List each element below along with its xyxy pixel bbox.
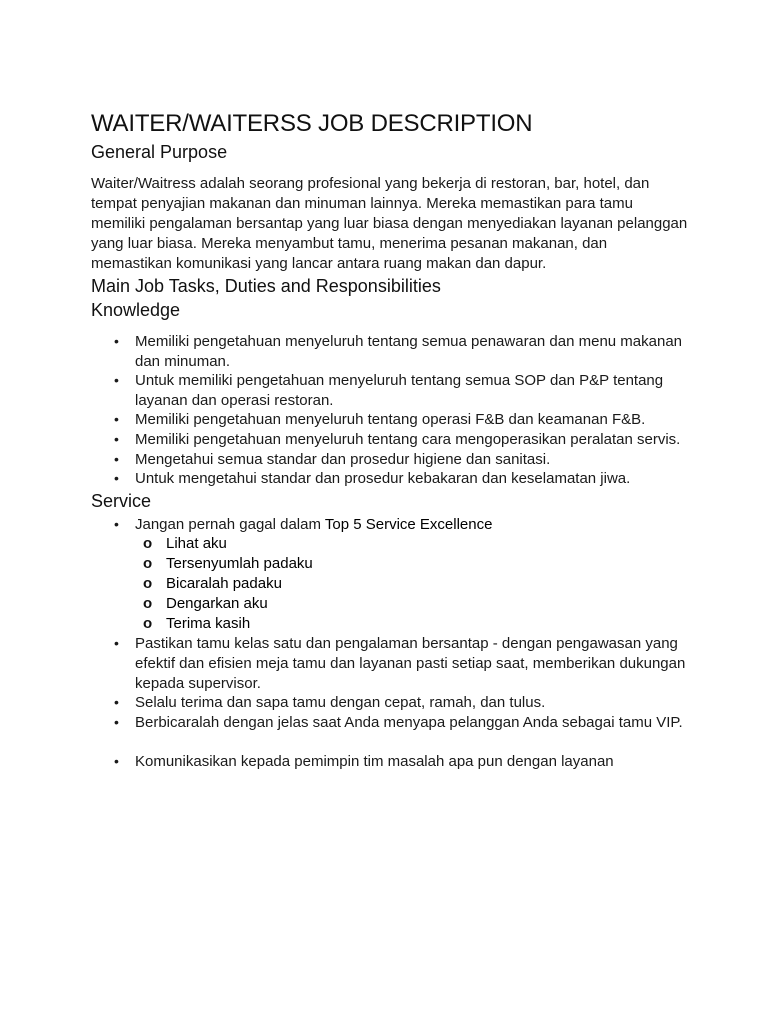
- bullet-icon: •: [114, 713, 119, 730]
- list-item-text: Untuk mengetahui standar dan prosedur kebakaran dan keselamatan jiwa.: [135, 470, 631, 488]
- knowledge-list: [91, 332, 691, 489]
- sub-list-item: [135, 574, 691, 594]
- list-item: [91, 515, 691, 635]
- list-item-text: Untuk memiliki pengetahuan menyeluruh tentang semua SOP dan P&P tentang layanan dan operasi restoran.: [135, 372, 664, 409]
- heading-service: Service: [91, 490, 152, 511]
- list-item-text: Memiliki pengetahuan menyeluruh tentang operasi F&B dan keamanan F&B.: [135, 411, 646, 429]
- list-item-text: Selalu terima dan sapa tamu dengan cepat, ramah, dan tulus.: [135, 694, 546, 712]
- list-item-text: Jangan pernah gagal dalam: [135, 515, 325, 533]
- heading-main-job-tasks: Main Job Tasks, Duties and Responsibilities: [91, 276, 441, 296]
- bullet-icon: •: [114, 411, 119, 428]
- sub-list-item: [135, 594, 691, 614]
- bullet-icon: •: [114, 515, 119, 532]
- list-item-text: Memiliki pengetahuan menyeluruh tentang cara mengoperasikan peralatan servis.: [135, 430, 681, 448]
- list-item: [91, 450, 691, 470]
- bullet-icon: •: [114, 694, 119, 711]
- sub-list-item: [135, 614, 691, 634]
- heading-knowledge: Knowledge: [91, 300, 181, 320]
- list-item: [91, 693, 691, 713]
- bullet-icon: •: [114, 333, 119, 349]
- list-item: [91, 752, 691, 772]
- sub-list-item-text: Lihat aku: [166, 535, 227, 553]
- sub-list-item-text: Terima kasih: [166, 615, 251, 633]
- list-item-text: Mengetahui semua standar dan prosedur higiene dan sanitasi.: [135, 450, 551, 468]
- service-excellence-sublist: [135, 534, 691, 634]
- list-item: [91, 410, 691, 430]
- list-item-text: Berbicaralah dengan jelas saat Anda menyapa pelanggan Anda sebagai tamu VIP.: [135, 713, 683, 731]
- sub-list-item: [135, 534, 691, 554]
- bullet-icon: •: [114, 753, 119, 770]
- service-list: [91, 515, 691, 772]
- list-item: [91, 634, 691, 693]
- list-item-text: Pastikan tamu kelas satu dan pengalaman bersantap - dengan pengawasan yang efektif dan efisien meja tamu dan layanan pasti setiap saat, memberikan dukungan kepada supervisor.: [135, 635, 686, 692]
- sub-list-item-text: Tersenyumlah padaku: [166, 555, 313, 573]
- sub-list-item: [135, 554, 691, 574]
- sub-bullet-icon: o: [143, 615, 153, 633]
- general-purpose-paragraph: Waiter/Waitress adalah seorang profesional yang bekerja di restoran, bar, hotel, dan tempat penyajian makanan dan minuman lainnya. Mereka memastikan para tamu memiliki pengalaman bersantap yang luar biasa dengan menyediakan layanan pelanggan yang luar biasa. Mereka menyambut tamu, menerima pesanan makanan, dan memastikan komunikasi yang lancar antara ruang makan dan dapur.: [91, 175, 688, 272]
- list-item: [91, 430, 691, 450]
- sub-bullet-icon: o: [143, 575, 153, 593]
- bullet-icon: •: [114, 470, 119, 487]
- sub-bullet-icon: o: [143, 555, 153, 573]
- bullet-icon: •: [114, 635, 119, 652]
- list-item-emphasis: Top 5 Service Excellence: [324, 515, 493, 533]
- list-item-text: Komunikasikan kepada pemimpin tim masalah apa pun dengan layanan: [135, 753, 614, 771]
- list-item-text: Memiliki pengetahuan menyeluruh tentang semua penawaran dan menu makanan dan minuman.: [135, 333, 683, 370]
- list-item: [91, 332, 691, 371]
- document-title: WAITER/WAITERSS JOB DESCRIPTION: [91, 110, 533, 137]
- sub-bullet-icon: o: [143, 535, 153, 553]
- heading-general-purpose: General Purpose: [91, 142, 228, 162]
- bullet-icon: •: [114, 372, 119, 389]
- list-item: [91, 469, 691, 489]
- sub-list-item-text: Bicaralah padaku: [166, 575, 282, 593]
- list-item: [91, 371, 691, 410]
- bullet-icon: •: [114, 430, 119, 447]
- document-content: [91, 108, 691, 772]
- sub-bullet-icon: o: [143, 595, 153, 613]
- bullet-icon: •: [114, 450, 119, 467]
- sub-list-item-text: Dengarkan aku: [166, 595, 268, 613]
- list-item: [91, 713, 691, 733]
